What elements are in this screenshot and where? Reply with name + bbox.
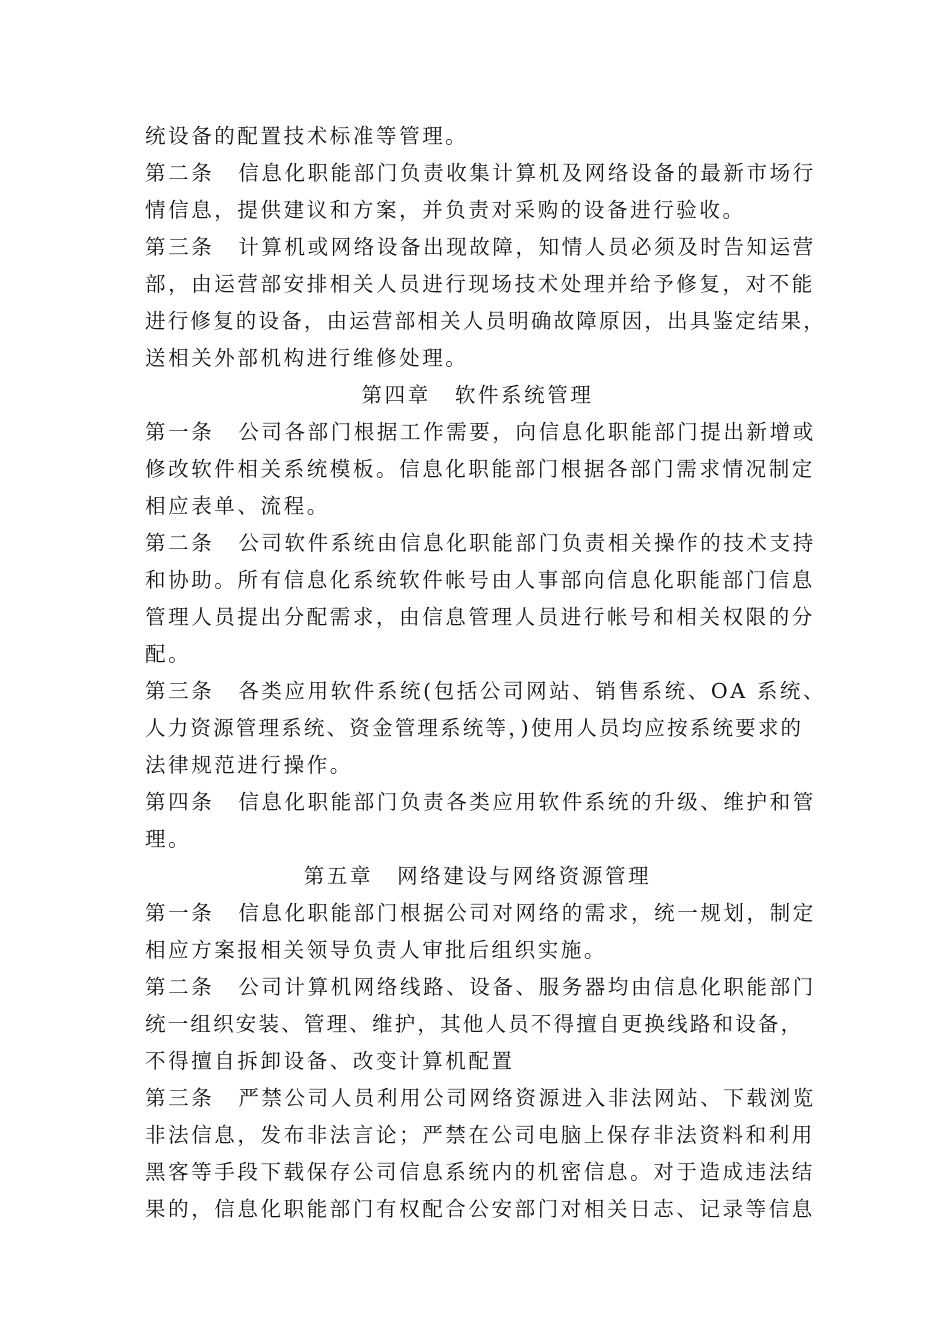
article-number: 第一条 <box>145 420 215 444</box>
line-text: 严禁公司人员利用公司网络资源进入非法网站、下载浏览 <box>238 1086 816 1110</box>
article-number: 第四条 <box>145 790 215 814</box>
line-text: 各类应用软件系统(包括公司网站、销售系统、OA 系统、 <box>238 679 827 703</box>
paragraph-line <box>145 747 810 784</box>
chapter-title: 网络建设与网络资源管理 <box>397 864 652 888</box>
line-text: 理。 <box>145 827 192 851</box>
chapter-heading <box>145 858 810 895</box>
article-line <box>145 229 816 266</box>
article-number: 第二条 <box>145 531 215 555</box>
line-text: 非法信息，发布非法言论；严禁在公司电脑上保存非法资料和利用 <box>145 1123 815 1147</box>
line-text: 果的，信息化职能部门有权配合公安部门对相关日志、记录等信息 <box>145 1197 815 1221</box>
article-line <box>145 784 816 821</box>
article-line <box>145 1080 816 1117</box>
paragraph-line <box>145 303 826 340</box>
paragraph-line <box>145 636 810 673</box>
paragraph-line <box>145 1154 815 1191</box>
paragraph-line <box>145 266 815 303</box>
article-number: 第二条 <box>145 161 215 185</box>
paragraph-line <box>145 1117 815 1154</box>
line-text: 情信息，提供建议和方案，并负责对采购的设备进行验收。 <box>145 198 746 222</box>
paragraph-line <box>145 118 810 155</box>
paragraph-line <box>145 192 810 229</box>
line-text: 相应表单、流程。 <box>145 494 330 518</box>
line-text: 公司各部门根据工作需要，向信息化职能部门提出新增或 <box>238 420 816 444</box>
article-number: 第三条 <box>145 235 215 259</box>
line-text: 信息化职能部门负责收集计算机及网络设备的最新市场行 <box>238 161 816 185</box>
line-text: 公司计算机网络线路、设备、服务器均由信息化职能部门 <box>238 975 816 999</box>
paragraph-line <box>145 1043 810 1080</box>
chapter-heading <box>145 377 810 414</box>
line-text: 计算机或网络设备出现故障，知情人员必须及时告知运营 <box>238 235 816 259</box>
line-text: 黑客等手段下载保存公司信息系统内的机密信息。对于造成违法结 <box>145 1160 815 1184</box>
line-text: 送相关外部机构进行维修处理。 <box>145 346 469 370</box>
paragraph-line <box>145 562 815 599</box>
article-line <box>145 414 816 451</box>
article-line <box>145 155 816 192</box>
article-line <box>145 969 816 1006</box>
paragraph-line <box>145 710 810 747</box>
document-body <box>145 118 827 1228</box>
line-text: 公司软件系统由信息化职能部门负责相关操作的技术支持 <box>238 531 816 555</box>
line-text: 进行修复的设备，由运营部相关人员明确故障原因，出具鉴定结果， <box>145 309 826 333</box>
paragraph-line <box>145 488 810 525</box>
article-number: 第二条 <box>145 975 215 999</box>
paragraph-line <box>145 821 810 858</box>
paragraph-line <box>145 1006 810 1043</box>
paragraph-line <box>145 1191 815 1228</box>
line-text: 修改软件相关系统模板。信息化职能部门根据各部门需求情况制定 <box>145 457 815 481</box>
line-text: 和协助。所有信息化系统软件帐号由人事部向信息化职能部门信息 <box>145 568 815 592</box>
chapter-number: 第五章 <box>303 864 374 888</box>
article-number: 第三条 <box>145 679 215 703</box>
line-text: 人力资源管理系统、资金管理系统等，)使用人员均应按系统要求的 <box>145 716 804 740</box>
line-text: 管理人员提出分配需求，由信息管理人员进行帐号和相关权限的分 <box>145 605 815 629</box>
article-line <box>145 525 816 562</box>
line-text: 统设备的配置技术标准等管理。 <box>145 124 469 148</box>
line-text: 信息化职能部门负责各类应用软件系统的升级、维护和管 <box>238 790 816 814</box>
article-line <box>145 895 816 932</box>
article-number: 第一条 <box>145 901 215 925</box>
line-text: 统一组织安装、管理、维护，其他人员不得擅自更换线路和设备， <box>145 1012 804 1036</box>
line-text: 配。 <box>145 642 192 666</box>
chapter-title: 软件系统管理 <box>454 383 594 407</box>
paragraph-line <box>145 451 815 488</box>
paragraph-line <box>145 340 810 377</box>
line-text: 法律规范进行操作。 <box>145 753 353 777</box>
line-text: 信息化职能部门根据公司对网络的需求，统一规划，制定 <box>238 901 816 925</box>
paragraph-line <box>145 599 815 636</box>
chapter-number: 第四章 <box>361 383 431 407</box>
line-text: 不得擅自拆卸设备、改变计算机配置 <box>145 1049 515 1073</box>
paragraph-line <box>145 932 810 969</box>
article-line <box>145 673 827 710</box>
line-text: 部，由运营部安排相关人员进行现场技术处理并给予修复，对不能 <box>145 272 815 296</box>
line-text: 相应方案报相关领导负责人审批后组织实施。 <box>145 938 607 962</box>
article-number: 第三条 <box>145 1086 215 1110</box>
